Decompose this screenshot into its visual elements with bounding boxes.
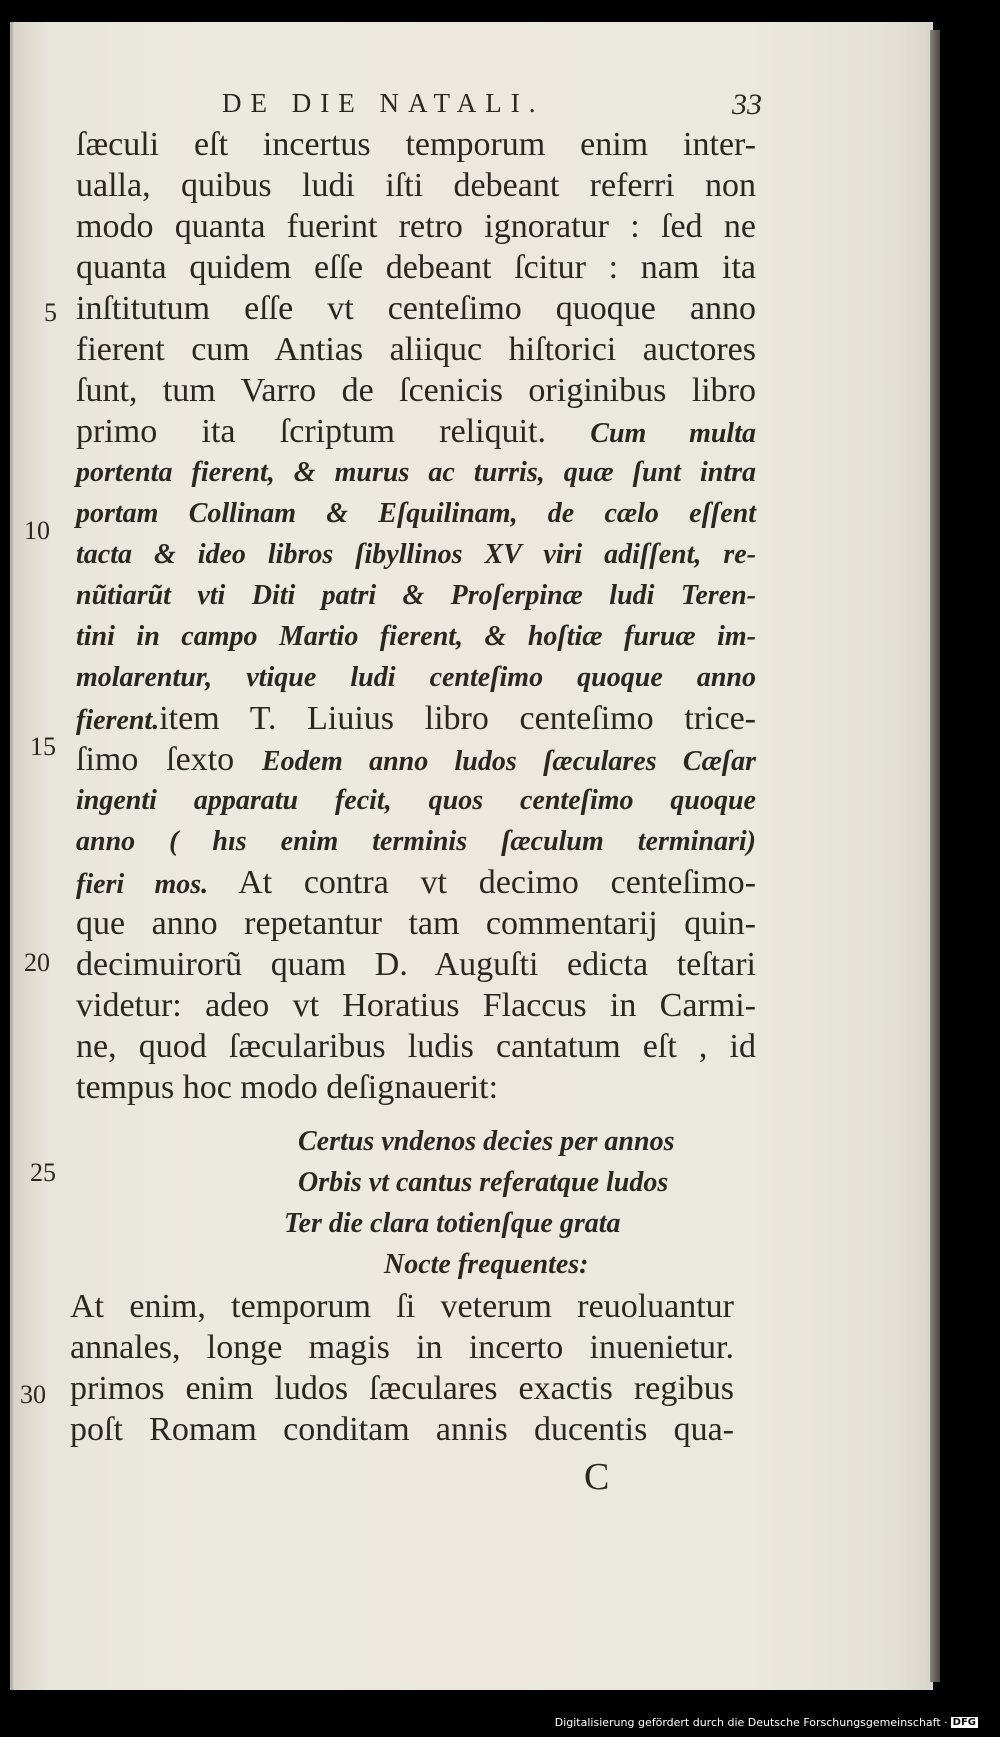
text-line: ne, quod ſæcularibus ludis cantatum eſt , id bbox=[76, 1028, 756, 1065]
text-line: quanta quidem eſſe debeant ſcitur : nam ita bbox=[76, 249, 756, 286]
text-line-mixed bbox=[76, 698, 756, 739]
verse-line: Ter die clara totienſque grata bbox=[284, 1208, 621, 1239]
quote-line: portam Collinam & Eſquilinam, de cælo eſſent bbox=[76, 498, 756, 529]
text-line: que anno repetantur tam commentarij quin- bbox=[76, 905, 756, 942]
quote-line: molarentur, vtique ludi centeſimo quoque anno bbox=[76, 662, 756, 693]
text-line: videtur: adeo vt Horatius Flaccus in Carmi- bbox=[76, 987, 756, 1024]
main-text-block bbox=[76, 124, 756, 1108]
verse-line: Orbis vt cantus referatque ludos bbox=[298, 1167, 669, 1198]
quote-line: tini in campo Martio fierent, & hoſtiæ furuæ im- bbox=[76, 621, 756, 652]
verse-line: Nocte frequentes: bbox=[384, 1249, 589, 1280]
roman-run: ſimo ſexto bbox=[76, 741, 235, 778]
verse-line: Certus vndenos decies per annos bbox=[298, 1126, 675, 1157]
text-line: poſt Romam conditam annis ducentis qua- bbox=[70, 1411, 734, 1448]
text-line: inſtitutum eſſe vt centeſimo quoque anno bbox=[76, 290, 756, 327]
text-line: modo quanta fuerint retro ignoratur : ſed ne bbox=[76, 208, 756, 245]
text-line: tempus hoc modo deſignauerit: bbox=[76, 1069, 499, 1106]
line-number: 5 bbox=[44, 298, 57, 327]
italic-run: fieri mos. bbox=[76, 869, 209, 900]
line-number: 20 bbox=[24, 948, 50, 977]
text-line-mixed bbox=[76, 739, 756, 780]
roman-run: At contra vt decimo centeſimo- bbox=[238, 864, 756, 901]
italic-run: Cum multa bbox=[590, 418, 756, 449]
dfg-logo: DFG bbox=[952, 1717, 976, 1728]
page-edge bbox=[930, 30, 940, 1682]
text-line: primos enim ludos ſæculares exactis regibus bbox=[70, 1370, 734, 1407]
digitization-credit bbox=[555, 1716, 978, 1729]
line-number: 10 bbox=[24, 516, 50, 545]
signature-mark: C bbox=[584, 1456, 610, 1498]
line-number: 25 bbox=[30, 1158, 56, 1187]
italic-run: Eodem anno ludos ſæculares Cæſar bbox=[261, 746, 757, 777]
text-line: ſunt, tum Varro de ſcenicis originibus libro bbox=[76, 372, 756, 409]
roman-run: primo ita ſcriptum reliquit. bbox=[76, 413, 546, 450]
text-line: decimuirorũ quam D. Auguſti edicta teſtari bbox=[76, 946, 756, 983]
continuation-text-block bbox=[70, 1286, 734, 1450]
quote-line: tacta & ideo libros ſibyllinos XV viri adiſſent, re- bbox=[76, 539, 756, 570]
running-title: DE DIE NATALI. bbox=[222, 88, 545, 118]
credit-text: Digitalisierung gefördert durch die Deutsche Forschungsgemeinschaft · bbox=[554, 1716, 948, 1729]
text-line: annales, longe magis in incerto inuenietur. bbox=[70, 1329, 734, 1366]
text-line: At enim, temporum ſi veterum reuoluantur bbox=[70, 1288, 734, 1325]
line-number: 15 bbox=[30, 732, 56, 761]
quote-line: anno ( hıs enim terminis ſæculum terminari) bbox=[76, 826, 756, 857]
text-line: fierent cum Antias aliiquc hiſtorici auctores bbox=[76, 331, 756, 368]
text-line-mixed bbox=[76, 862, 756, 903]
quote-line: portenta fierent, & murus ac turris, quæ ſunt intra bbox=[76, 457, 756, 488]
text-line: ſæculi eſt incertus temporum enim inter- bbox=[76, 126, 756, 163]
quote-line: ingenti apparatu fecit, quos centeſimo quoque bbox=[76, 785, 756, 816]
text-line-mixed bbox=[76, 411, 756, 452]
page-number: 33 bbox=[732, 88, 762, 121]
roman-run: item T. Liuius libro centeſimo trice- bbox=[159, 700, 756, 737]
text-line: ualla, quibus ludi iſti debeant referri non bbox=[76, 167, 756, 204]
line-number: 30 bbox=[20, 1380, 46, 1409]
quote-line: nũtiarũt vti Diti patri & Proſerpinæ ludi Teren- bbox=[76, 580, 756, 611]
italic-run: fierent. bbox=[76, 705, 160, 736]
